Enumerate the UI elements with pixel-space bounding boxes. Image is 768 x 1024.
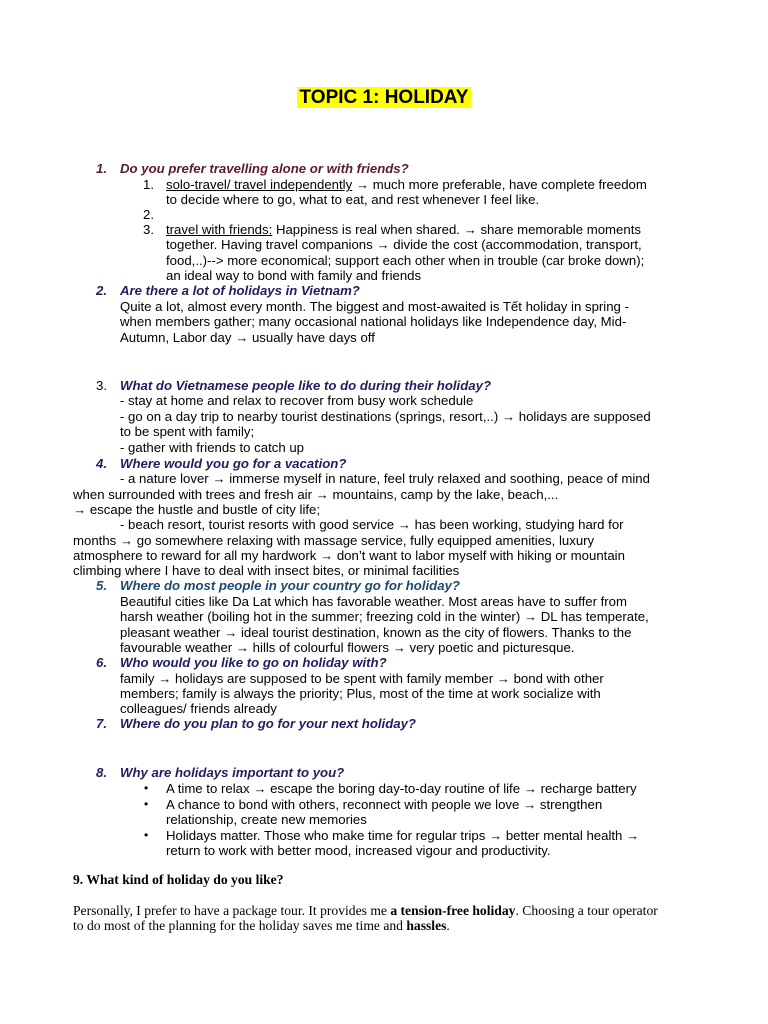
q5-answer-line: Beautiful cities like Da Lat which has favorable weather. Most areas have to suffer from bbox=[120, 594, 627, 609]
q1-item1-underline: solo-travel/ travel independently bbox=[166, 177, 353, 192]
q6-question: Who would you like to go on holiday with? bbox=[120, 655, 387, 670]
q6-number: 6. bbox=[96, 655, 107, 670]
q1-item3-line bbox=[166, 222, 641, 238]
q4-number: 4. bbox=[96, 456, 107, 471]
bullet-icon: • bbox=[144, 797, 149, 811]
q9-text: Personally, I prefer to have a package tour. It provides me bbox=[73, 903, 391, 918]
q9-text: to do most of the planning for the holiday saves me time and bbox=[73, 918, 407, 933]
q1-item1-rest: → much more preferable, have complete freedom bbox=[352, 177, 647, 192]
q5-number: 5. bbox=[96, 578, 107, 593]
q2-question: Are there a lot of holidays in Vietnam? bbox=[120, 283, 360, 298]
q1-item3-cont: food,..)--> more economical; support each other when in trouble (car broke down); bbox=[166, 253, 645, 268]
q8-bullet-line: Holidays matter. Those who make time for regular trips → better mental health → bbox=[166, 828, 640, 843]
title-highlight: TOPIC 1: HOLIDAY bbox=[297, 87, 472, 108]
q1-question: Do you prefer travelling alone or with friends? bbox=[120, 161, 409, 176]
q3-answer-line: - stay at home and relax to recover from busy work schedule bbox=[120, 393, 474, 408]
q3-answer-line: - gather with friends to catch up bbox=[120, 440, 304, 455]
q4-answer-line: when surrounded with trees and fresh air → mountains, camp by the lake, beach,... bbox=[73, 487, 559, 502]
q4-answer-line: climbing where I have to deal with insect bites, or minimal facilities bbox=[73, 563, 460, 578]
bullet-icon: • bbox=[144, 828, 149, 842]
q8-bullet-line: return to work with better mood, increased vigour and productivity. bbox=[166, 843, 551, 858]
q3-number: 3. bbox=[96, 378, 107, 393]
q3-question: What do Vietnamese people like to do during their holiday? bbox=[120, 378, 491, 393]
q1-item3-cont: together. Having travel companions → divide the cost (accommodation, transport, bbox=[166, 237, 642, 252]
q8-number: 8. bbox=[96, 765, 107, 780]
q1-item1-line bbox=[166, 177, 647, 193]
q8-question: Why are holidays important to you? bbox=[120, 765, 345, 780]
q9-text: . bbox=[446, 918, 450, 933]
q5-answer-line: pleasant weather → ideal tourist destination, known as the city of flowers. Thanks to the bbox=[120, 625, 632, 640]
q2-answer-line: when members gather; many occasional national holidays like Independence day, Mid- bbox=[120, 314, 627, 329]
q4-answer-line: months → go somewhere relaxing with massage service, fully equipped amenities, luxury bbox=[73, 533, 595, 548]
q2-answer-line: Autumn, Labor day → usually have days off bbox=[120, 330, 375, 345]
q7-question: Where do you plan to go for your next holiday? bbox=[120, 716, 416, 731]
q6-answer-line: family → holidays are supposed to be spent with family member → bond with other bbox=[120, 671, 604, 686]
q1-item3-cont: an ideal way to bond with family and friends bbox=[166, 268, 422, 283]
q5-answer-line: harsh weather (boiling hot in the summer; freezing cold in the winter) → DL has temperate, bbox=[120, 609, 649, 624]
q9-paragraph-line bbox=[73, 918, 450, 934]
q1-item1-number: 1. bbox=[143, 177, 154, 192]
q3-answer-line: - go on a day trip to nearby tourist destinations (springs, resort,..) → holidays are supposed bbox=[120, 409, 651, 424]
q5-answer-line: favourable weather → hills of colourful flowers → very poetic and picturesque. bbox=[120, 640, 575, 655]
q1-item1-cont: to decide where to go, what to eat, and rest whenever I feel like. bbox=[166, 192, 540, 207]
q8-bullet-line: A chance to bond with others, reconnect with people we love → strengthen bbox=[166, 797, 603, 812]
q1-item3-rest: Happiness is real when shared. → share memorable moments bbox=[272, 222, 641, 237]
q3-answer-line: to be spent with family; bbox=[120, 424, 255, 439]
q5-question: Where do most people in your country go for holiday? bbox=[120, 578, 460, 593]
page-title bbox=[0, 86, 768, 110]
q1-item3-underline: travel with friends: bbox=[166, 222, 273, 237]
q8-bullet-line: A time to relax → escape the boring day-to-day routine of life → recharge battery bbox=[166, 781, 637, 796]
q6-answer-line: colleagues/ friends already bbox=[120, 701, 277, 716]
q4-question: Where would you go for a vacation? bbox=[120, 456, 347, 471]
q9-heading: 9. What kind of holiday do you like? bbox=[73, 872, 284, 887]
q4-answer-line: → escape the hustle and bustle of city life; bbox=[73, 502, 321, 517]
q2-answer-line: Quite a lot, almost every month. The biggest and most-awaited is Tết holiday in spring - bbox=[120, 299, 629, 314]
q6-answer-line: members; family is always the priority; Plus, most of the time at work socialize with bbox=[120, 686, 601, 701]
bullet-icon: • bbox=[144, 781, 149, 795]
q8-bullet-line: relationship, create new memories bbox=[166, 812, 367, 827]
q4-answer-line: - a nature lover → immerse myself in nature, feel truly relaxed and soothing, peace of mind bbox=[120, 471, 650, 486]
q9-paragraph-line bbox=[73, 903, 658, 919]
q1-number: 1. bbox=[96, 161, 107, 176]
q4-answer-line: atmosphere to reward for all my hardwork → don’t want to labor myself with hiking or mountain bbox=[73, 548, 625, 563]
q7-number: 7. bbox=[96, 716, 107, 731]
q4-answer-line: - beach resort, tourist resorts with good service → has been working, studying hard for bbox=[120, 517, 624, 532]
q9-bold-phrase: hassles bbox=[406, 918, 447, 933]
q1-item2-number: 2. bbox=[143, 207, 154, 222]
q1-item3-number: 3. bbox=[143, 222, 154, 237]
q9-bold-phrase: a tension-free holiday bbox=[390, 903, 516, 918]
q9-text: . Choosing a tour operator bbox=[515, 903, 658, 918]
q2-number: 2. bbox=[96, 283, 107, 298]
